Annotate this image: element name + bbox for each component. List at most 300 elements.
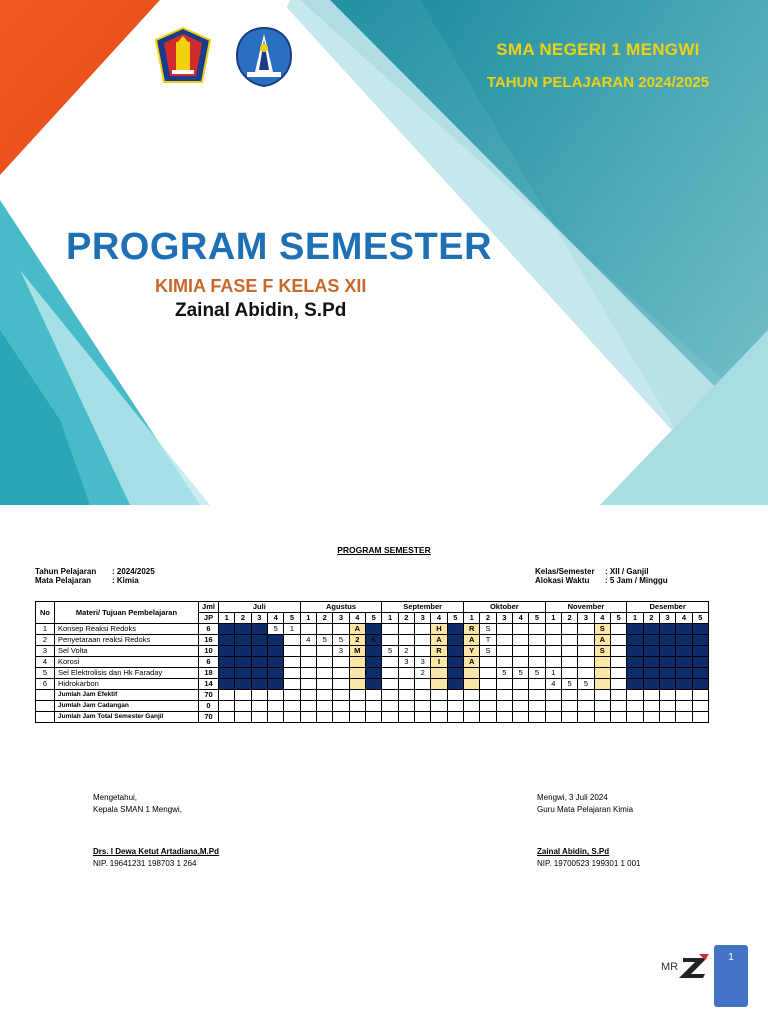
row-jp: 18 <box>199 668 219 679</box>
week-cell <box>333 624 349 635</box>
week-cell <box>692 657 708 668</box>
week-cell <box>529 679 545 690</box>
week-header: 1 <box>627 613 643 624</box>
week-header: 1 <box>545 613 561 624</box>
week-cell <box>365 679 381 690</box>
week-cell <box>284 668 300 679</box>
week-cell: 3 <box>398 657 414 668</box>
week-cell <box>300 712 316 723</box>
week-cell <box>333 701 349 712</box>
week-cell <box>415 712 431 723</box>
week-cell <box>219 701 235 712</box>
week-header: 5 <box>529 613 545 624</box>
month-header: Agustus <box>300 602 382 613</box>
week-cell <box>496 679 512 690</box>
week-cell <box>464 712 480 723</box>
meta-value: : XII / Ganjil <box>605 567 649 576</box>
week-cell <box>512 712 528 723</box>
teacher-name: Zainal Abidin, S.Pd <box>537 847 610 856</box>
meta-left <box>35 567 155 585</box>
week-header: 1 <box>300 613 316 624</box>
week-cell <box>333 690 349 701</box>
week-header: 5 <box>447 613 463 624</box>
week-cell <box>382 624 398 635</box>
week-cell <box>219 712 235 723</box>
week-cell <box>431 701 447 712</box>
week-cell <box>235 679 251 690</box>
row-materi: Sel Elektrolisis dan Hk Faraday <box>55 668 199 679</box>
week-cell <box>627 712 643 723</box>
week-cell <box>529 635 545 646</box>
week-cell <box>610 646 626 657</box>
week-cell <box>235 646 251 657</box>
week-header: 4 <box>512 613 528 624</box>
row-jp: 10 <box>199 646 219 657</box>
week-cell <box>594 657 610 668</box>
week-header: 5 <box>365 613 381 624</box>
week-cell <box>659 668 675 679</box>
week-cell <box>480 679 496 690</box>
week-cell <box>529 646 545 657</box>
week-cell <box>464 679 480 690</box>
week-cell <box>643 657 659 668</box>
summary-row <box>36 701 709 712</box>
week-cell <box>398 668 414 679</box>
table-row <box>36 635 709 646</box>
header-jp: JP <box>199 613 219 624</box>
week-cell <box>659 701 675 712</box>
week-cell <box>415 624 431 635</box>
week-cell <box>382 679 398 690</box>
week-cell <box>676 646 692 657</box>
meta-right <box>535 567 668 585</box>
week-cell <box>676 679 692 690</box>
week-cell <box>512 690 528 701</box>
week-cell <box>251 701 267 712</box>
week-cell <box>561 668 577 679</box>
week-cell <box>316 701 332 712</box>
week-cell <box>235 657 251 668</box>
week-cell <box>692 712 708 723</box>
signature-line: Mengwi, 3 Juli 2024 <box>537 793 608 802</box>
week-cell <box>267 646 283 657</box>
week-cell <box>578 657 594 668</box>
row-jp: 16 <box>199 635 219 646</box>
month-header: Desember <box>627 602 709 613</box>
week-cell <box>365 624 381 635</box>
week-cell <box>398 635 414 646</box>
week-header: 2 <box>561 613 577 624</box>
week-cell <box>300 624 316 635</box>
week-cell: A <box>349 624 365 635</box>
week-cell <box>219 657 235 668</box>
week-cell <box>316 712 332 723</box>
meta-label: Alokasi Waktu <box>535 576 590 585</box>
week-cell <box>610 635 626 646</box>
week-cell <box>251 679 267 690</box>
week-cell <box>529 657 545 668</box>
week-cell <box>496 624 512 635</box>
week-header: 4 <box>594 613 610 624</box>
week-cell <box>316 657 332 668</box>
week-cell <box>235 668 251 679</box>
week-cell <box>545 657 561 668</box>
week-cell: 2 <box>415 668 431 679</box>
week-cell: 4 <box>545 679 561 690</box>
week-cell <box>643 679 659 690</box>
week-cell <box>561 712 577 723</box>
row-number: 3 <box>36 646 55 657</box>
week-cell <box>235 690 251 701</box>
month-header: November <box>545 602 627 613</box>
week-cell <box>251 635 267 646</box>
week-cell <box>512 657 528 668</box>
week-cell <box>545 701 561 712</box>
row-number: 1 <box>36 624 55 635</box>
week-cell <box>512 624 528 635</box>
week-header: 3 <box>415 613 431 624</box>
week-header: 1 <box>464 613 480 624</box>
week-cell <box>219 624 235 635</box>
summary-label: Jumlah Jam Efektif <box>55 690 199 701</box>
week-cell: 5 <box>578 679 594 690</box>
week-cell <box>382 635 398 646</box>
week-cell <box>496 690 512 701</box>
week-header: 5 <box>284 613 300 624</box>
week-cell <box>267 635 283 646</box>
week-cell <box>659 690 675 701</box>
week-cell: 5 <box>316 635 332 646</box>
meta-label: Tahun Pelajaran <box>35 567 97 576</box>
signature-line: Guru Mata Pelajaran Kimia <box>537 805 634 814</box>
week-cell: A <box>594 635 610 646</box>
table-row <box>36 679 709 690</box>
school-name: SMA NEGERI 1 MENGWI <box>496 40 700 59</box>
week-cell <box>235 624 251 635</box>
row-jp: 6 <box>199 657 219 668</box>
week-cell <box>610 668 626 679</box>
meta-label: Mata Pelajaran <box>35 576 92 585</box>
week-cell <box>676 657 692 668</box>
signature-line: Mengetahui, <box>93 793 138 802</box>
week-cell: 5 <box>529 668 545 679</box>
week-cell: 1 <box>545 668 561 679</box>
table-row <box>36 657 709 668</box>
week-cell <box>496 701 512 712</box>
week-cell <box>398 701 414 712</box>
table-row <box>36 668 709 679</box>
week-cell <box>610 679 626 690</box>
week-cell <box>578 635 594 646</box>
week-cell <box>447 701 463 712</box>
week-header: 3 <box>251 613 267 624</box>
week-cell <box>578 690 594 701</box>
week-header: 2 <box>235 613 251 624</box>
week-cell <box>594 668 610 679</box>
week-cell <box>349 668 365 679</box>
program-semester-document <box>0 505 768 1024</box>
week-cell <box>219 679 235 690</box>
week-cell <box>692 624 708 635</box>
week-cell <box>251 690 267 701</box>
week-cell <box>545 635 561 646</box>
week-cell <box>578 668 594 679</box>
week-cell <box>365 712 381 723</box>
summary-label: Jumlah Jam Total Semester Ganjil <box>55 712 199 723</box>
week-cell <box>415 646 431 657</box>
week-cell <box>300 646 316 657</box>
week-cell <box>284 646 300 657</box>
week-cell: A <box>464 657 480 668</box>
week-cell: S <box>594 624 610 635</box>
row-materi: Hidrokarbon <box>55 679 199 690</box>
week-cell <box>578 624 594 635</box>
week-cell <box>659 635 675 646</box>
week-cell: 5 <box>333 635 349 646</box>
week-cell <box>219 690 235 701</box>
week-cell: 5 <box>561 679 577 690</box>
week-cell <box>398 679 414 690</box>
page-number: 1 <box>728 952 734 963</box>
cover-section <box>0 0 768 505</box>
week-cell <box>529 712 545 723</box>
week-header: 2 <box>316 613 332 624</box>
week-header: 3 <box>578 613 594 624</box>
week-cell <box>316 690 332 701</box>
week-cell <box>627 624 643 635</box>
signature-line: Kepala SMAN 1 Mengwi, <box>93 805 182 814</box>
week-cell <box>594 690 610 701</box>
week-cell <box>415 701 431 712</box>
week-cell <box>545 646 561 657</box>
row-materi: Korosi <box>55 657 199 668</box>
week-cell <box>512 701 528 712</box>
row-materi: Sel Volta <box>55 646 199 657</box>
svg-text:MR: MR <box>661 961 679 973</box>
week-cell <box>659 712 675 723</box>
table-row <box>36 624 709 635</box>
signature-right <box>537 792 641 870</box>
summary-blank <box>36 712 55 723</box>
week-cell <box>643 701 659 712</box>
week-cell <box>692 646 708 657</box>
cover-author: Zainal Abidin, S.Pd <box>175 300 347 321</box>
week-cell <box>431 690 447 701</box>
summary-value: 70 <box>199 712 219 723</box>
week-cell <box>349 701 365 712</box>
week-cell <box>578 701 594 712</box>
row-number: 2 <box>36 635 55 646</box>
week-cell <box>627 646 643 657</box>
week-cell <box>627 701 643 712</box>
week-cell <box>316 646 332 657</box>
week-cell <box>415 635 431 646</box>
week-cell <box>464 690 480 701</box>
week-cell: Y <box>464 646 480 657</box>
week-cell <box>398 624 414 635</box>
week-cell <box>643 624 659 635</box>
week-cell <box>610 657 626 668</box>
week-cell <box>692 701 708 712</box>
week-cell <box>561 635 577 646</box>
week-cell <box>676 712 692 723</box>
week-cell <box>415 690 431 701</box>
meta-label: Kelas/Semester <box>535 567 595 576</box>
week-cell <box>512 635 528 646</box>
week-cell <box>300 668 316 679</box>
summary-label: Jumlah Jam Cadangan <box>55 701 199 712</box>
week-cell <box>627 668 643 679</box>
week-cell <box>692 668 708 679</box>
week-cell <box>561 690 577 701</box>
signature-left <box>93 792 219 870</box>
week-cell <box>219 635 235 646</box>
week-cell <box>594 701 610 712</box>
week-cell <box>659 624 675 635</box>
row-materi: Penyetaraan reaksi Redoks <box>55 635 199 646</box>
week-cell <box>284 690 300 701</box>
row-jp: 14 <box>199 679 219 690</box>
week-cell: 5 <box>382 646 398 657</box>
week-cell: A <box>464 635 480 646</box>
week-header: 5 <box>610 613 626 624</box>
week-cell: M <box>349 646 365 657</box>
week-cell <box>365 668 381 679</box>
week-header: 2 <box>398 613 414 624</box>
week-cell <box>610 701 626 712</box>
summary-row <box>36 690 709 701</box>
week-cell <box>627 635 643 646</box>
cover-subtitle: KIMIA FASE F KELAS XII <box>155 276 367 296</box>
week-cell <box>676 624 692 635</box>
week-cell <box>398 712 414 723</box>
week-cell: 3 <box>333 646 349 657</box>
document-title: PROGRAM SEMESTER <box>337 545 431 555</box>
week-cell <box>447 657 463 668</box>
week-cell <box>447 679 463 690</box>
principal-name: Drs. I Dewa Ketut Artadiana,M.Pd <box>93 847 219 856</box>
week-cell: T <box>480 635 496 646</box>
week-cell <box>692 635 708 646</box>
week-cell <box>545 690 561 701</box>
week-cell <box>496 657 512 668</box>
week-cell <box>316 668 332 679</box>
week-cell <box>349 690 365 701</box>
week-cell <box>643 690 659 701</box>
month-header: Oktober <box>464 602 546 613</box>
week-header: 1 <box>219 613 235 624</box>
week-cell <box>235 712 251 723</box>
table-row <box>36 646 709 657</box>
week-cell <box>300 690 316 701</box>
week-cell <box>447 690 463 701</box>
month-header: Juli <box>219 602 301 613</box>
week-cell <box>284 701 300 712</box>
week-cell: R <box>431 646 447 657</box>
page-number-badge <box>714 945 748 1007</box>
summary-value: 70 <box>199 690 219 701</box>
education-office-logo <box>233 26 295 88</box>
week-header: 2 <box>480 613 496 624</box>
academic-year: TAHUN PELAJARAN 2024/2025 <box>486 74 710 91</box>
week-cell <box>349 657 365 668</box>
summary-blank <box>36 701 55 712</box>
week-cell <box>349 712 365 723</box>
week-cell <box>284 712 300 723</box>
week-cell <box>349 679 365 690</box>
week-cell <box>365 701 381 712</box>
week-cell <box>382 712 398 723</box>
week-header: 2 <box>643 613 659 624</box>
week-cell: S <box>480 624 496 635</box>
week-cell <box>643 646 659 657</box>
week-cell <box>676 701 692 712</box>
week-cell <box>512 646 528 657</box>
week-cell <box>512 679 528 690</box>
week-cell <box>594 712 610 723</box>
week-cell <box>480 668 496 679</box>
week-cell <box>496 635 512 646</box>
week-cell: 1 <box>284 624 300 635</box>
row-number: 6 <box>36 679 55 690</box>
week-cell <box>496 646 512 657</box>
week-cell: 3 <box>415 657 431 668</box>
week-cell: 2 <box>398 646 414 657</box>
row-number: 5 <box>36 668 55 679</box>
week-cell: 2 <box>349 635 365 646</box>
week-cell <box>284 657 300 668</box>
week-cell: H <box>431 624 447 635</box>
header-jml: Jml <box>199 602 219 613</box>
week-cell <box>251 646 267 657</box>
brand-logo <box>661 948 711 982</box>
week-cell: 5 <box>512 668 528 679</box>
week-cell <box>267 657 283 668</box>
week-cell <box>692 690 708 701</box>
summary-row <box>36 712 709 723</box>
week-cell <box>627 679 643 690</box>
week-cell: S <box>480 646 496 657</box>
meta-value: : 2024/2025 <box>112 567 155 576</box>
week-cell <box>267 679 283 690</box>
week-cell <box>382 690 398 701</box>
week-cell <box>692 679 708 690</box>
week-cell <box>643 712 659 723</box>
week-header: 3 <box>496 613 512 624</box>
week-cell <box>447 624 463 635</box>
week-cell <box>333 668 349 679</box>
week-cell <box>464 701 480 712</box>
week-cell <box>578 712 594 723</box>
week-cell <box>594 679 610 690</box>
week-cell <box>529 690 545 701</box>
week-cell <box>464 668 480 679</box>
week-cell <box>561 657 577 668</box>
week-cell <box>333 679 349 690</box>
week-cell <box>333 712 349 723</box>
week-cell <box>382 668 398 679</box>
week-cell <box>480 701 496 712</box>
week-cell <box>415 679 431 690</box>
week-cell <box>676 635 692 646</box>
week-cell <box>431 668 447 679</box>
week-cell <box>447 668 463 679</box>
week-cell: S <box>594 646 610 657</box>
schedule-table <box>35 601 709 723</box>
week-cell <box>627 657 643 668</box>
week-cell: A <box>431 635 447 646</box>
week-cell <box>627 690 643 701</box>
